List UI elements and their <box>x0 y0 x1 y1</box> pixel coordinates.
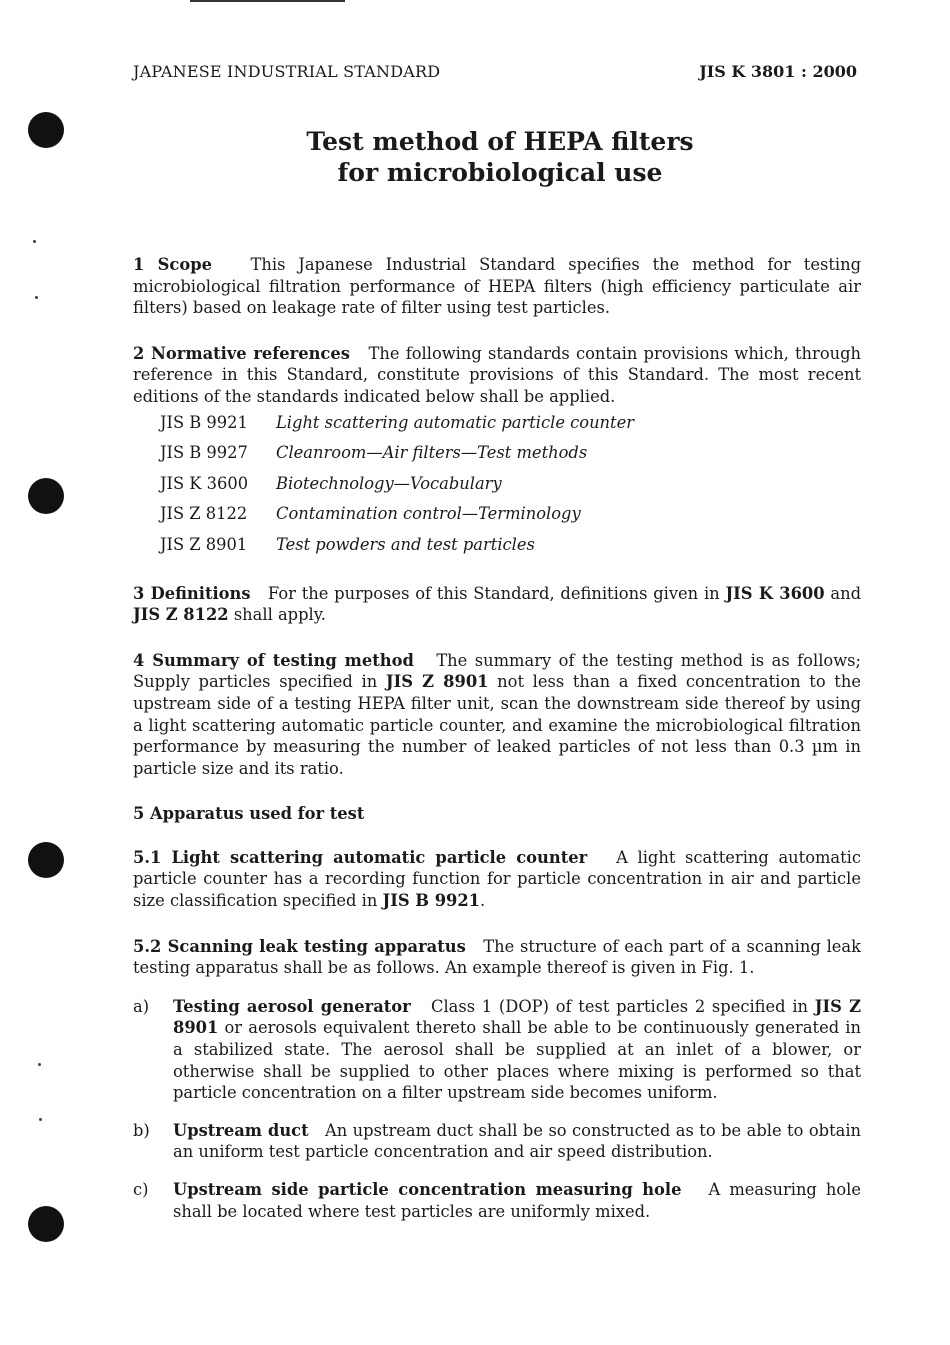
standard-number: JIS K 3801 : 2000 <box>699 62 857 81</box>
definitions-text: shall apply. <box>233 605 326 625</box>
s51-text-end: . <box>480 891 486 911</box>
normative-text: The following standards contain provisions which, through reference in this Standard, constitute provisions of this Standard. The most recent editions of the standards indicated below shall be applied. <box>133 343 862 406</box>
item-b-heading: Upstream duct <box>173 1120 309 1140</box>
reference-title: Contamination control—Terminology <box>276 504 581 524</box>
s51-heading: 5.1 Light scattering automatic particle counter <box>133 847 588 867</box>
reference-title: Cleanroom—Air filters—Test methods <box>276 443 588 463</box>
section-normative-references <box>133 343 861 408</box>
item-a-ref: JIS Z 8901 <box>173 996 861 1038</box>
punch-hole <box>28 478 64 514</box>
scan-speck <box>39 1118 42 1121</box>
reference-item <box>160 442 861 473</box>
list-label: b) <box>133 1120 150 1140</box>
scope-heading: 1 Scope <box>133 255 212 274</box>
section-summary <box>133 650 861 780</box>
list-label: a) <box>133 996 150 1016</box>
title-line-1: Test method of HEPA filters <box>306 127 694 156</box>
definitions-text: For the purposes of this Standard, definitions given in <box>267 583 720 603</box>
s51-text: A light scattering automatic particle counter has a recording function for particle concentration in air and particle size classification specified in <box>133 847 862 911</box>
section-5-2 <box>133 936 861 979</box>
reference-title: Light scattering automatic particle counter <box>276 412 634 432</box>
s52-text: The structure of each part of a scanning leak testing apparatus shall be as follows. An example thereof is given in Fig. 1. <box>133 936 862 978</box>
item-c-text: A measuring hole shall be located where test particles are uniformly mixed. <box>173 1180 861 1221</box>
reference-item <box>160 473 861 504</box>
scope-text: This Japanese Industrial Standard specifies the method for testing microbiological filtration performance of HEPA filters (high efficiency particulate air filters) based on leakage rate of filter using test particles. <box>133 255 861 318</box>
list-item-b <box>133 1120 861 1163</box>
definitions-ref-2: JIS Z 8122 <box>133 605 229 625</box>
normative-heading: 2 Normative references <box>133 343 350 363</box>
definitions-ref-1: JIS K 3600 <box>725 583 825 603</box>
item-a-heading: Testing aerosol generator <box>173 996 411 1016</box>
summary-text: not less than a fixed concentration to the upstream side of a testing HEPA filter unit, scan the downstream side thereof by using a light scattering automatic particle counter, and examine the microbiological filtration performance by measuring the number of leaked particles of not less than 0.3 µm in particle size and its ratio. <box>133 672 861 778</box>
section-scope <box>133 254 861 319</box>
section-apparatus-heading: 5 Apparatus used for test <box>133 804 365 824</box>
summary-heading: 4 Summary of testing method <box>133 650 414 670</box>
item-b-text: An upstream duct shall be so constructed as to be able to obtain an uniform test particle concentration and air speed distribution. <box>173 1120 862 1162</box>
item-c-heading: Upstream side particle concentration measuring hole <box>173 1180 682 1199</box>
punch-hole <box>28 842 64 878</box>
s52-heading: 5.2 Scanning leak testing apparatus <box>133 936 466 956</box>
list-item-a <box>133 996 861 1104</box>
list-label: c) <box>133 1180 149 1199</box>
standard-name: JAPANESE INDUSTRIAL STANDARD <box>133 62 441 81</box>
reference-list <box>160 412 861 565</box>
reference-item <box>160 412 861 443</box>
reference-code: JIS Z 8122 <box>160 504 248 524</box>
section-5-1 <box>133 847 861 912</box>
reference-item <box>160 534 861 565</box>
section-definitions <box>133 583 861 626</box>
definitions-text: and <box>830 583 861 603</box>
summary-text: The summary of the testing method is as follows; Supply particles specified in <box>133 650 861 692</box>
item-a-text: or aerosols equivalent thereto shall be able to be continuously generated in a stabilized state. The aerosol shall be supplied at an inlet of a blower, or otherwise shall be supplied to other places where mixing is performed so that particle concentration on a filter upstream side becomes uniform. <box>173 1018 861 1103</box>
reference-code: JIS Z 8901 <box>160 534 248 554</box>
reference-code: JIS K 3600 <box>160 473 249 493</box>
s51-ref: JIS B 9921 <box>382 891 481 911</box>
summary-ref: JIS Z 8901 <box>385 672 489 692</box>
document-title <box>133 126 867 188</box>
item-a-text: Class 1 (DOP) of test particles 2 specified in <box>430 996 809 1016</box>
list-item-c <box>133 1179 861 1222</box>
reference-title: Test powders and test particles <box>276 534 535 554</box>
scan-speck <box>33 240 36 243</box>
top-edge-line <box>190 0 345 2</box>
scan-speck <box>35 296 38 299</box>
definitions-heading: 3 Definitions <box>133 583 251 603</box>
document-body <box>133 254 861 1238</box>
reference-code: JIS B 9927 <box>160 443 248 463</box>
title-line-2: for microbiological use <box>337 158 663 187</box>
reference-code: JIS B 9921 <box>160 412 248 432</box>
punch-hole <box>28 1206 64 1242</box>
scan-speck <box>38 1063 41 1066</box>
reference-title: Biotechnology—Vocabulary <box>276 473 502 493</box>
reference-item <box>160 503 861 534</box>
punch-hole <box>28 112 64 148</box>
